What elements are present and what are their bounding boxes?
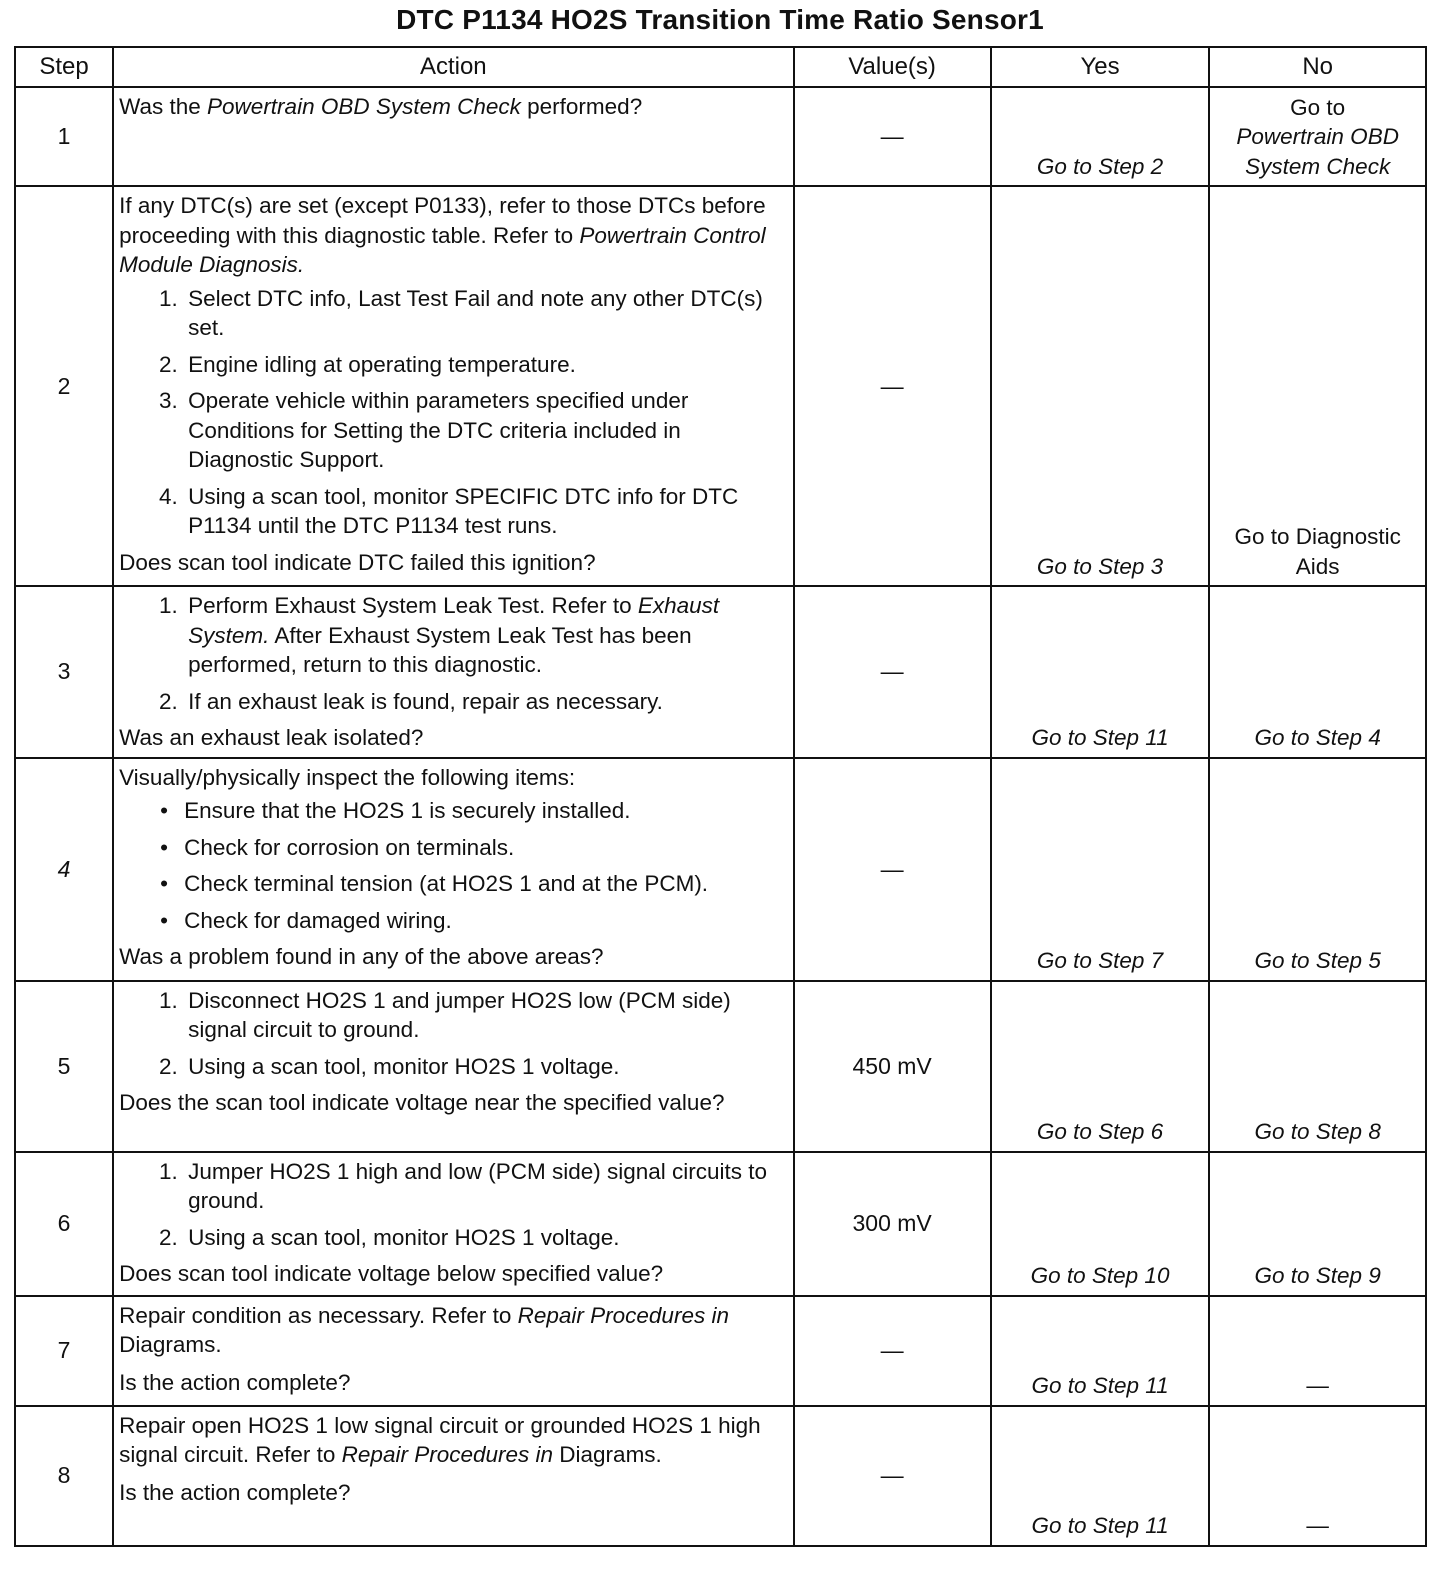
value-cell: — [794,186,991,586]
no-cell: Go to Step 4 [1209,586,1426,758]
list-item: • Ensure that the HO2S 1 is securely installed. [184,796,788,826]
action-cell [113,981,793,1152]
step-number: 6 [15,1152,113,1296]
action-cell [113,586,793,758]
yes-cell: Go to Step 2 [991,87,1210,186]
value-cell: — [794,1296,991,1406]
table-row [15,981,1426,1152]
text-segment: Repair condition as necessary. Refer to [119,1302,518,1328]
action-text: Visually/physically inspect the following items: [119,764,576,790]
step-number: 1 [15,87,113,186]
no-cell: Go to Step 9 [1209,1152,1426,1296]
question-text: Does the scan tool indicate voltage near the specified value? [119,1090,725,1115]
table-row [15,1152,1426,1296]
list-item: • Check for corrosion on terminals. [184,833,788,863]
text-segment: Perform Exhaust System Leak Test. Refer to [188,593,638,618]
value-cell: 300 mV [794,1152,991,1296]
table-row [15,586,1426,758]
text-segment: performed? [520,94,643,119]
action-text [119,1411,788,1470]
no-cell: Go to Diagnostic Aids [1209,186,1426,586]
no-reference: Powertrain OBD System Check [1236,124,1399,179]
yes-cell: Go to Step 3 [991,186,1210,586]
reference-text: Repair Procedures in [341,1442,554,1467]
table-row [15,87,1426,186]
header-yes: Yes [991,47,1210,87]
step-number: 8 [15,1406,113,1546]
value-cell: — [794,87,991,186]
text-segment: If any DTC(s) are set (except P0133), refer to those DTCs before proceeding with this diagnostic table. Refer to [119,193,766,248]
list-item: 4. Using a scan tool, monitor SPECIFIC DTC info for DTC P1134 until the DTC P1134 test runs. [184,482,788,541]
procedure-list [119,591,788,716]
header-no: No [1209,47,1426,87]
yes-cell: Go to Step 10 [991,1152,1210,1296]
action-cell [113,186,793,586]
list-item: • Check terminal tension (at HO2S 1 and at the PCM). [184,869,788,899]
question-text: Was an exhaust leak isolated? [119,725,424,750]
header-action: Action [113,47,793,87]
text-segment: Diagrams. [119,1332,222,1357]
reference-text: Repair Procedures in [517,1302,729,1328]
list-item: 1. Jumper HO2S 1 high and low (PCM side) signal circuits to ground. [184,1157,788,1216]
step-number: 4 [15,758,113,981]
no-cell [1209,87,1426,186]
text-segment: After Exhaust System Leak Test has been performed, return to this diagnostic. [188,622,692,677]
header-row [15,47,1426,87]
page-title: DTC P1134 HO2S Transition Time Ratio Sensor1 [396,4,1044,35]
question-text: Does scan tool indicate DTC failed this ignition? [119,549,596,575]
step-number: 3 [15,586,113,758]
question-text: Is the action complete? [119,1369,351,1395]
list-item: 3. Operate vehicle within parameters specified under Conditions for Setting the DTC criteria included in Diagnostic Support. [184,386,788,475]
text-segment: Repair open HO2S 1 low signal circuit or grounded HO2S 1 high signal circuit. Refer to [119,1412,761,1467]
list-item [184,591,788,680]
yes-cell: Go to Step 11 [991,586,1210,758]
action-cell [113,1406,793,1546]
value-cell: — [794,758,991,981]
action-text [119,1301,788,1360]
procedure-list [119,986,788,1082]
reference-text: Powertrain Control Module Diagnosis. [119,222,766,277]
yes-cell: Go to Step 11 [991,1296,1210,1406]
no-cell: — [1209,1296,1426,1406]
step-number: 2 [15,186,113,586]
action-cell [113,1296,793,1406]
header-values: Value(s) [794,47,991,87]
action-text [119,92,788,122]
list-item: 1. Select DTC info, Last Test Fail and note any other DTC(s) set. [184,284,788,343]
header-step: Step [15,47,113,87]
action-cell [113,87,793,186]
value-cell: — [794,586,991,758]
reference-text: Powertrain OBD System Check [207,94,521,119]
list-item: 2. Engine idling at operating temperature. [184,350,788,380]
step-number: 5 [15,981,113,1152]
list-item: • Check for damaged wiring. [184,906,788,936]
question-text: Is the action complete? [119,1479,351,1505]
list-item: 2. Using a scan tool, monitor HO2S 1 voltage. [184,1223,788,1253]
procedure-list [119,1157,788,1253]
no-cell: Go to Step 5 [1209,758,1426,981]
text-segment: Was the [119,94,208,119]
list-item: 2. Using a scan tool, monitor HO2S 1 voltage. [184,1052,788,1082]
yes-cell: Go to Step 6 [991,981,1210,1152]
list-item: 2. If an exhaust leak is found, repair as necessary. [184,687,788,717]
reference-text: Exhaust System. [188,593,720,648]
table-row [15,186,1426,586]
procedure-list [119,284,788,541]
table-row [15,1296,1426,1406]
no-cell: — [1209,1406,1426,1546]
question-text: Does scan tool indicate voltage below specified value? [119,1261,664,1286]
no-text: Go to [1290,94,1346,120]
no-cell: Go to Step 8 [1209,981,1426,1152]
table-row [15,1406,1426,1546]
value-cell: — [794,1406,991,1546]
question-text: Was a problem found in any of the above areas? [119,944,604,969]
list-item: 1. Disconnect HO2S 1 and jumper HO2S low (PCM side) signal circuit to ground. [184,986,788,1045]
text-segment: Diagrams. [553,1442,662,1467]
table-row [15,758,1426,981]
step-number: 7 [15,1296,113,1406]
action-text [119,191,788,280]
value-cell: 450 mV [794,981,991,1152]
action-cell [113,758,793,981]
yes-cell: Go to Step 11 [991,1406,1210,1546]
action-cell [113,1152,793,1296]
yes-cell: Go to Step 7 [991,758,1210,981]
inspection-list [119,796,788,935]
diagnostic-table [14,46,1427,1547]
